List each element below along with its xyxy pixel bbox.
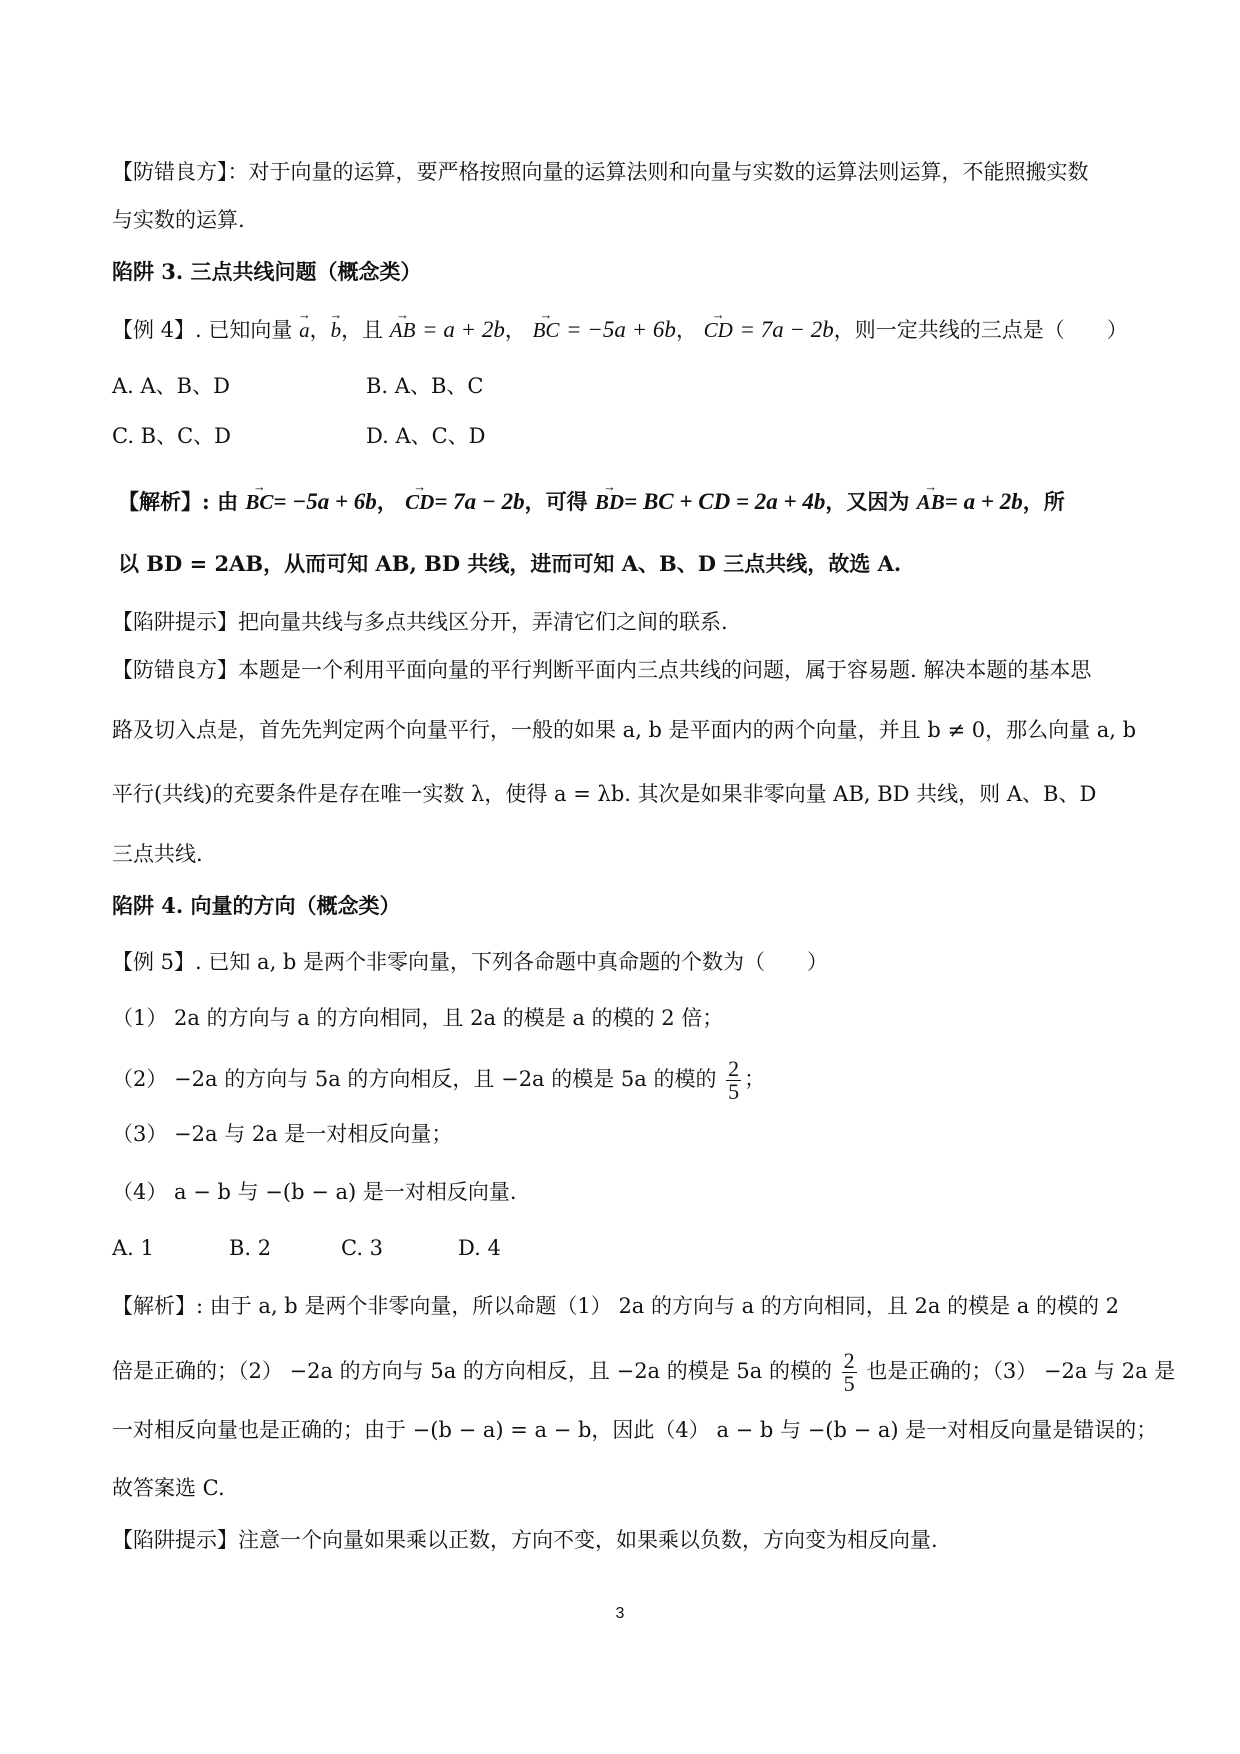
vector-bd: → BD [595,486,624,518]
solution-4-ab-expr: = a + 2b [944,489,1023,514]
proposition-3: （3） −2a 与 2a 是一对相反向量； [112,1122,453,1146]
solution-5-line-4: 故答案选 C. [112,1476,225,1500]
paragraph-fangcuo-4-line-2: 路及切入点是，首先先判定两个向量平行，一般的如果 a, b 是平面内的两个向量，并且 b ≠ 0，那么向量 a, b [112,718,1137,742]
example-4-bc-expr: = −5a + 6b [566,317,676,342]
paragraph-fangcuo-1-cont: 与实数的运算. [112,208,245,232]
section-heading-trap-4: 陷阱 4. 向量的方向（概念类） [112,893,401,918]
proposition-2-text: （2） −2a 的方向与 5a 的方向相反，且 −2a 的模是 5a 的模的 [112,1067,717,1091]
solution-4-bc-expr: = −5a + 6b [273,489,377,514]
solution-4-then: ，可得 [524,489,588,514]
option-a: A. A、B、D [112,374,230,398]
answer-option-c: C. 3 [341,1236,384,1260]
option-b: B. A、B、C [366,374,484,398]
example-4-intro: 【例 4】. 已知向量 [112,318,293,342]
solution-4-bd-expr: = BC + CD = 2a + 4b [624,489,826,514]
vector-ab: → AB [917,486,945,518]
solution-5-line-2-end: 也是正确的；（3） −2a 与 2a 是 [866,1359,1176,1383]
proposition-2 [112,1058,765,1103]
solution-5-line-1: 【解析】: 由于 a, b 是两个非零向量，所以命题（1） 2a 的方向与 a 的方向相同，且 2a 的模是 a 的模的 2 [112,1294,1120,1318]
example-4-ab-expr: = a + 2b [422,317,505,342]
proposition-4: （4） a − b 与 −(b − a) 是一对相反向量. [112,1180,517,1204]
vector-bc: → BC [245,486,273,518]
solution-5-line-2-text: 倍是正确的；（2） −2a 的方向与 5a 的方向相反，且 −2a 的模是 5a 的模的 [112,1359,832,1383]
trap-hint-5: 【陷阱提示】注意一个向量如果乘以正数，方向不变，如果乘以负数，方向变为相反向量. [112,1528,938,1552]
answer-option-a: A. 1 [112,1236,154,1260]
solution-4-because: ，又因为 [825,489,910,514]
vector-bc: → BC [533,314,560,346]
option-d: D. A、C、D [366,424,486,448]
section-heading-trap-3: 陷阱 3. 三点共线问题（概念类） [112,259,422,284]
vector-a: → a [299,314,310,346]
trap-hint-4: 【陷阱提示】把向量共线与多点共线区分开，弄清它们之间的联系. [112,610,728,634]
solution-4-so: ，所 [1022,489,1065,514]
vector-cd: → CD [704,314,733,346]
solution-4-line-2: 以 BD = 2AB，从而可知 AB, BD 共线，进而可知 A、B、D 三点共线，故选 A. [118,551,902,576]
fraction-two-fifths: $\frac{2}{5}$ [728,1056,740,1104]
vector-b: → b [331,314,342,346]
fraction-two-fifths: $\frac{2}{5}$ [843,1348,855,1396]
proposition-1: （1） 2a 的方向与 a 的方向相同，且 2a 的模是 a 的模的 2 倍； [112,1006,724,1030]
example-4-ask: ，则一定共线的三点是（ ） [833,318,1128,342]
example-4-connector: ，且 [341,318,384,342]
paragraph-fangcuo-4-line-4: 三点共线. [112,842,203,866]
answer-option-b: B. 2 [229,1236,272,1260]
answer-option-d: D. 4 [458,1236,501,1260]
solution-4-cd-expr: = 7a − 2b [434,489,525,514]
paragraph-fangcuo-1: 【防错良方】：对于向量的运算，要严格按照向量的运算法则和向量与实数的运算法则运算，不能照搬实数 [112,160,1089,184]
option-c: C. B、C、D [112,424,232,448]
page-number: 3 [615,1605,625,1622]
example-5-question: 【例 5】. 已知 a, b 是两个非零向量，下列各命题中真命题的个数为（ ） [112,950,829,974]
example-4-question: 【例 4】. 已知向量 → a，→ b，且 → AB = a + 2b， → BC = −5a + 6b， → CD = 7a − 2b，则一定共线的三点是（ ） [112,314,1128,346]
paragraph-fangcuo-4-line-1: 【防错良方】本题是一个利用平面向量的平行判断平面内三点共线的问题，属于容易题. 解决本题的基本思 [112,658,1092,682]
proposition-2-end: ； [744,1067,766,1091]
solution-5-line-2 [112,1350,1175,1395]
example-4-cd-expr: = 7a − 2b [739,317,834,342]
solution-5-line-3: 一对相反向量也是正确的；由于 −(b − a) = a − b，因此（4） a − b 与 −(b − a) 是一对相反向量是错误的； [112,1418,1158,1442]
solution-4-label: 【解析】: 由 [118,489,239,514]
solution-4-line-1: 【解析】: 由 → BC= −5a + 6b， → CD= 7a − 2b，可得 → BD= BC + CD = 2a + 4b，又因为 → AB= a + 2b，所 [118,486,1065,518]
paragraph-fangcuo-4-line-3: 平行(共线)的充要条件是存在唯一实数 λ，使得 a = λb. 其次是如果非零向量 AB, BD 共线，则 A、B、D [112,782,1097,806]
vector-cd: → CD [405,486,434,518]
vector-ab: → AB [390,314,416,346]
